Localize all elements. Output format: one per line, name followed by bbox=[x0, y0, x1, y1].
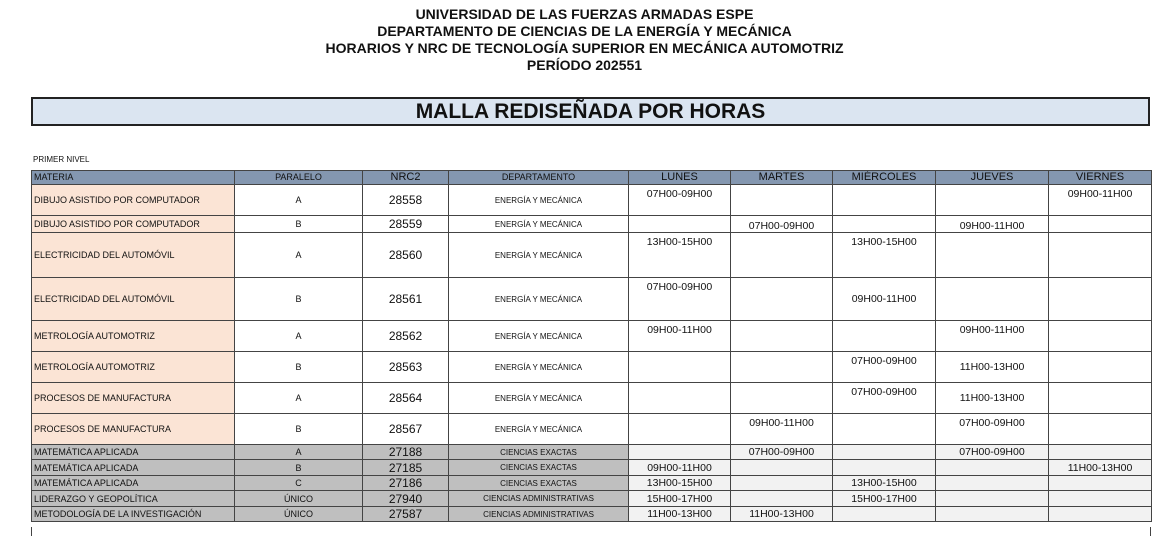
table-row bbox=[32, 352, 1152, 383]
cell-jueves: 11H00-13H00 bbox=[936, 383, 1049, 414]
cell-martes bbox=[731, 233, 833, 278]
cell-jueves bbox=[936, 278, 1049, 321]
cell-paralelo: ÚNICO bbox=[235, 507, 363, 522]
cell-materia: METROLOGÍA AUTOMOTRIZ bbox=[32, 321, 235, 352]
column-header-paralelo: PARALELO bbox=[235, 171, 363, 185]
cell-paralelo: A bbox=[235, 185, 363, 216]
cell-materia: DIBUJO ASISTIDO POR COMPUTADOR bbox=[32, 185, 235, 216]
cell-miercoles bbox=[833, 445, 936, 460]
cell-lunes: 15H00-17H00 bbox=[629, 491, 731, 507]
cell-lunes: 13H00-15H00 bbox=[629, 233, 731, 278]
column-header-lunes: LUNES bbox=[629, 171, 731, 185]
cell-miercoles: 07H00-09H00 bbox=[833, 352, 936, 383]
schedule-table bbox=[31, 170, 1152, 522]
cell-nrc: 28567 bbox=[363, 414, 449, 445]
table-row bbox=[32, 460, 1152, 476]
cell-lunes bbox=[629, 216, 731, 233]
cell-martes bbox=[731, 491, 833, 507]
cell-jueves bbox=[936, 185, 1049, 216]
cell-departamento: ENERGÍA Y MECÁNICA bbox=[449, 216, 629, 233]
cell-lunes bbox=[629, 414, 731, 445]
cell-miercoles bbox=[833, 507, 936, 522]
cell-miercoles bbox=[833, 216, 936, 233]
cell-nrc: 28559 bbox=[363, 216, 449, 233]
cell-lunes: 13H00-15H00 bbox=[629, 476, 731, 491]
cell-martes bbox=[731, 352, 833, 383]
cell-materia: MATEMÁTICA APLICADA bbox=[32, 460, 235, 476]
cell-miercoles bbox=[833, 321, 936, 352]
cell-paralelo: A bbox=[235, 445, 363, 460]
cell-materia: ELECTRICIDAD DEL AUTOMÓVIL bbox=[32, 278, 235, 321]
cell-miercoles: 15H00-17H00 bbox=[833, 491, 936, 507]
cell-lunes: 11H00-13H00 bbox=[629, 507, 731, 522]
cell-nrc: 28564 bbox=[363, 383, 449, 414]
cell-jueves bbox=[936, 491, 1049, 507]
cell-paralelo: ÚNICO bbox=[235, 491, 363, 507]
cell-nrc: 27186 bbox=[363, 476, 449, 491]
cell-miercoles: 09H00-11H00 bbox=[833, 278, 936, 321]
cell-departamento: CIENCIAS EXACTAS bbox=[449, 460, 629, 476]
cell-departamento: ENERGÍA Y MECÁNICA bbox=[449, 352, 629, 383]
cell-departamento: CIENCIAS EXACTAS bbox=[449, 476, 629, 491]
cell-martes: 09H00-11H00 bbox=[731, 414, 833, 445]
table-row bbox=[32, 476, 1152, 491]
cell-paralelo: B bbox=[235, 460, 363, 476]
cell-viernes bbox=[1049, 383, 1152, 414]
cell-miercoles: 13H00-15H00 bbox=[833, 233, 936, 278]
cell-miercoles: 13H00-15H00 bbox=[833, 476, 936, 491]
cell-nrc: 27185 bbox=[363, 460, 449, 476]
cell-jueves bbox=[936, 476, 1049, 491]
cell-nrc: 27587 bbox=[363, 507, 449, 522]
column-header-viernes: VIERNES bbox=[1049, 171, 1152, 185]
cell-departamento: CIENCIAS ADMINISTRATIVAS bbox=[449, 507, 629, 522]
cell-nrc: 28561 bbox=[363, 278, 449, 321]
cell-paralelo: B bbox=[235, 216, 363, 233]
column-header-nrc: NRC2 bbox=[363, 171, 449, 185]
program-title: HORARIOS Y NRC DE TECNOLOGÍA SUPERIOR EN MECÁNICA AUTOMOTRIZ bbox=[325, 40, 844, 56]
cell-viernes bbox=[1049, 321, 1152, 352]
cell-jueves: 07H00-09H00 bbox=[936, 445, 1049, 460]
cell-nrc: 28560 bbox=[363, 233, 449, 278]
cell-materia: PROCESOS DE MANUFACTURA bbox=[32, 414, 235, 445]
table-row bbox=[32, 321, 1152, 352]
cell-miercoles bbox=[833, 414, 936, 445]
cell-viernes bbox=[1049, 216, 1152, 233]
cell-departamento: CIENCIAS ADMINISTRATIVAS bbox=[449, 491, 629, 507]
cell-martes bbox=[731, 278, 833, 321]
curriculum-banner: MALLA REDISEÑADA POR HORAS bbox=[31, 97, 1150, 126]
cell-paralelo: B bbox=[235, 278, 363, 321]
cell-lunes: 09H00-11H00 bbox=[629, 321, 731, 352]
cell-martes: 07H00-09H00 bbox=[731, 445, 833, 460]
cell-lunes bbox=[629, 383, 731, 414]
university-name: UNIVERSIDAD DE LAS FUERZAS ARMADAS ESPE bbox=[415, 6, 754, 22]
cell-viernes bbox=[1049, 233, 1152, 278]
cell-jueves: 09H00-11H00 bbox=[936, 321, 1049, 352]
cell-viernes bbox=[1049, 445, 1152, 460]
cell-departamento: CIENCIAS EXACTAS bbox=[449, 445, 629, 460]
cell-departamento: ENERGÍA Y MECÁNICA bbox=[449, 383, 629, 414]
table-row bbox=[32, 185, 1152, 216]
cell-viernes bbox=[1049, 476, 1152, 491]
cell-materia: DIBUJO ASISTIDO POR COMPUTADOR bbox=[32, 216, 235, 233]
cell-viernes bbox=[1049, 352, 1152, 383]
cell-materia: LIDERAZGO Y GEOPOLÍTICA bbox=[32, 491, 235, 507]
cell-nrc: 28563 bbox=[363, 352, 449, 383]
cell-materia: METODOLOGÍA DE LA INVESTIGACIÓN bbox=[32, 507, 235, 522]
column-header-departamento: DEPARTAMENTO bbox=[449, 171, 629, 185]
cell-miercoles bbox=[833, 185, 936, 216]
table-bottom-border bbox=[31, 527, 1151, 536]
table-row bbox=[32, 445, 1152, 460]
table-row bbox=[32, 414, 1152, 445]
cell-martes bbox=[731, 460, 833, 476]
cell-viernes bbox=[1049, 491, 1152, 507]
period-label: PERÍODO 202551 bbox=[526, 57, 643, 73]
cell-viernes bbox=[1049, 278, 1152, 321]
table-row bbox=[32, 233, 1152, 278]
cell-paralelo: A bbox=[235, 321, 363, 352]
cell-martes bbox=[731, 185, 833, 216]
cell-nrc: 28562 bbox=[363, 321, 449, 352]
cell-jueves: 11H00-13H00 bbox=[936, 352, 1049, 383]
cell-viernes: 11H00-13H00 bbox=[1049, 460, 1152, 476]
cell-martes: 07H00-09H00 bbox=[731, 216, 833, 233]
cell-departamento: ENERGÍA Y MECÁNICA bbox=[449, 278, 629, 321]
cell-materia: MATEMÁTICA APLICADA bbox=[32, 445, 235, 460]
cell-materia: METROLOGÍA AUTOMOTRIZ bbox=[32, 352, 235, 383]
cell-nrc: 28558 bbox=[363, 185, 449, 216]
cell-materia: ELECTRICIDAD DEL AUTOMÓVIL bbox=[32, 233, 235, 278]
cell-viernes: 09H00-11H00 bbox=[1049, 185, 1152, 216]
cell-jueves bbox=[936, 507, 1049, 522]
cell-materia: MATEMÁTICA APLICADA bbox=[32, 476, 235, 491]
table-row bbox=[32, 507, 1152, 522]
cell-departamento: ENERGÍA Y MECÁNICA bbox=[449, 233, 629, 278]
cell-martes: 11H00-13H00 bbox=[731, 507, 833, 522]
cell-lunes: 07H00-09H00 bbox=[629, 278, 731, 321]
table-header-row bbox=[32, 171, 1152, 185]
cell-jueves bbox=[936, 460, 1049, 476]
cell-lunes bbox=[629, 352, 731, 383]
column-header-martes: MARTES bbox=[731, 171, 833, 185]
cell-paralelo: B bbox=[235, 352, 363, 383]
cell-paralelo: C bbox=[235, 476, 363, 491]
cell-materia: PROCESOS DE MANUFACTURA bbox=[32, 383, 235, 414]
cell-viernes bbox=[1049, 507, 1152, 522]
cell-jueves: 07H00-09H00 bbox=[936, 414, 1049, 445]
cell-lunes: 09H00-11H00 bbox=[629, 460, 731, 476]
cell-jueves bbox=[936, 233, 1049, 278]
cell-departamento: ENERGÍA Y MECÁNICA bbox=[449, 414, 629, 445]
cell-jueves: 09H00-11H00 bbox=[936, 216, 1049, 233]
department-name: DEPARTAMENTO DE CIENCIAS DE LA ENERGÍA Y MECÁNICA bbox=[377, 23, 792, 39]
cell-miercoles bbox=[833, 460, 936, 476]
table-row bbox=[32, 383, 1152, 414]
cell-departamento: ENERGÍA Y MECÁNICA bbox=[449, 321, 629, 352]
cell-lunes: 07H00-09H00 bbox=[629, 185, 731, 216]
table-row bbox=[32, 216, 1152, 233]
cell-miercoles: 07H00-09H00 bbox=[833, 383, 936, 414]
cell-viernes bbox=[1049, 414, 1152, 445]
cell-martes bbox=[731, 383, 833, 414]
cell-lunes bbox=[629, 445, 731, 460]
column-header-miercoles: MIÉRCOLES bbox=[833, 171, 936, 185]
cell-paralelo: B bbox=[235, 414, 363, 445]
cell-martes bbox=[731, 476, 833, 491]
cell-nrc: 27188 bbox=[363, 445, 449, 460]
column-header-materia: MATERIA bbox=[32, 171, 235, 185]
cell-paralelo: A bbox=[235, 383, 363, 414]
table-row bbox=[32, 278, 1152, 321]
table-row bbox=[32, 491, 1152, 507]
level-label: PRIMER NIVEL bbox=[33, 155, 90, 164]
column-header-jueves: JUEVES bbox=[936, 171, 1049, 185]
cell-nrc: 27940 bbox=[363, 491, 449, 507]
cell-paralelo: A bbox=[235, 233, 363, 278]
cell-departamento: ENERGÍA Y MECÁNICA bbox=[449, 185, 629, 216]
document-header bbox=[0, 6, 1169, 74]
cell-martes bbox=[731, 321, 833, 352]
